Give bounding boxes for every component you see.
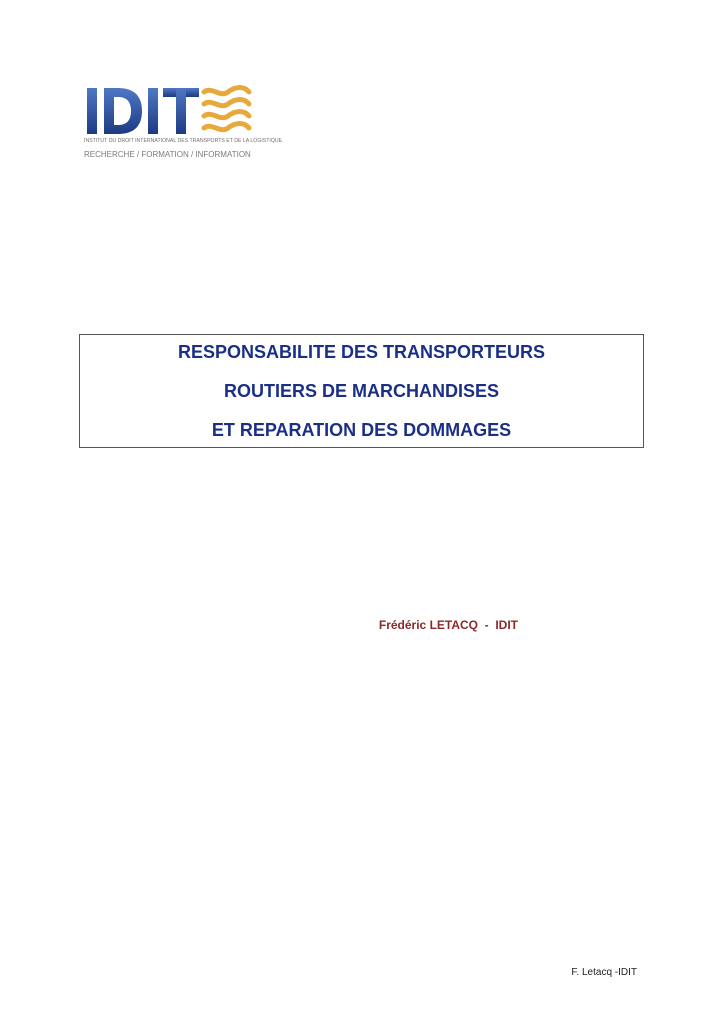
idit-logo	[84, 82, 283, 164]
title-line-2: ROUTIERS DE MARCHANDISES	[223, 381, 500, 401]
title-line-3: ET REPARATION DES DOMMAGES	[211, 420, 512, 440]
title-line-1: RESPONSABILITE DES TRANSPORTEURS	[177, 342, 546, 362]
logo-caption-institute: INSTITUT DU DROIT INTERNATIONAL DES TRANSPORTS ET DE LA LOGISTIQUE	[84, 138, 283, 144]
document-title-box	[79, 334, 644, 448]
idit-wordmark-icon	[84, 82, 254, 138]
author-name: Frédéric LETACQ - IDIT	[378, 618, 518, 632]
page-footer: F. Letacq -IDIT	[571, 967, 637, 978]
logo-caption-tagline: RECHERCHE / FORMATION / INFORMATION	[84, 150, 251, 159]
